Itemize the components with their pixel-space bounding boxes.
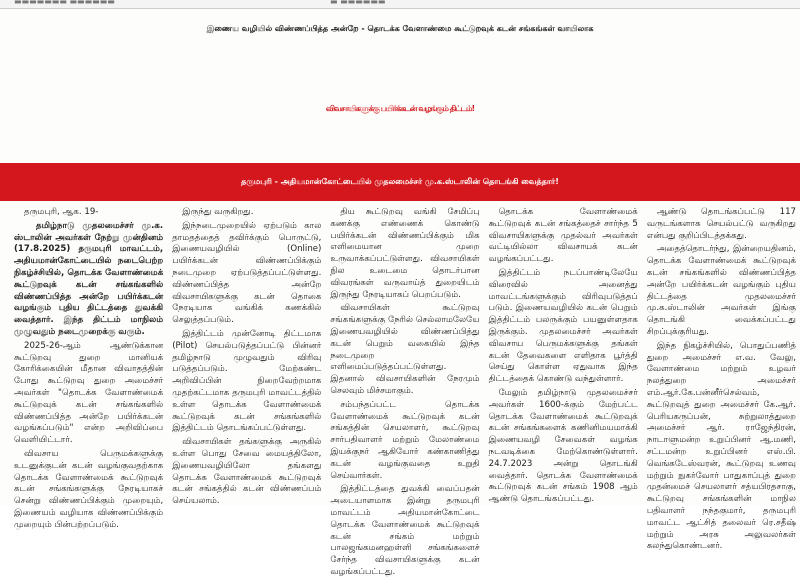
article-column-2	[172, 207, 322, 507]
article-column-5	[646, 207, 797, 552]
kicker-line: இணைய வழியில் விண்ணப்பித்த அன்றே - தொடக்க வேளாண்மை கூட்டுறவுக் கடன் சங்கங்கள் வாயிலாக	[206, 24, 594, 33]
paragraph: இந்நடைமுறையில் ஏற்படும் கால தாமதத்தைத் தவிர்க்கும் பொருட்டு, இணையவழியில் (Online) பயிர்க்கடன் விண்ணப்பிக்கும் நடைமுறை ஏற்படுத்தப்பட்டுள்ளது. விண்ணப்பித்த அன்றே விவசாயிகளுக்கு கடன் தொகை நேரடியாக வங்கிக் கணக்கில் செலுத்தப்படும்.	[172, 220, 322, 326]
paragraph: 2025-26-ஆம் ஆண்டுக்கான கூட்டுறவு துறை மானியக் கோரிக்கையின் மீதான விவாதத்தின் போது கூட்டுறவு துறை அமைச்சர் அவர்கள் "தொடக்க வேளாண்மைக் கூட்டுறவுக் கடன் சங்கங்களில் விண்ணப்பித்த அன்றே பயிர்க்கடன் வழங்கப்படும்" என்ற அறிவிப்பை வெளியிட்டார்.	[14, 340, 164, 446]
top-strip-left: ▬▬▬▬▬▬▬ ▬▬▬▬▬▬	[14, 0, 115, 6]
paragraph: விவசாயிகள் தங்களுக்கு அருகில் உள்ள பொது சேவை மையத்திலோ, இணையவழியிலோ தங்களது தொடக்க வேளாண்மைக் கூட்டுறவுக் கடன் சங்கத்தில் கடன் விண்ணப்பம் செய்யலாம்.	[172, 437, 322, 507]
article-column-3	[330, 207, 480, 577]
article-column-1	[14, 207, 164, 530]
paragraph: இத்திட்டம் நடப்பாண்டிலேயே விரைவில் அனைத்து மாவட்டங்களுக்கும் விரிவுபடுத்தப் படும். இணையவழியில் கடன் பெறும் இத்திட்டம் பலருக்கும் பயனுள்ளதாக இருக்கும். முதலமைச்சர் அவர்கள் விவசாய பெருமக்களுக்கு தங்கள் கடன் தேவைகளை எளிதாக பூர்த்தி செய்து கொள்ள ஏதுவாக இந்த திட்டத்தைக் கொண்டு வந்துள்ளார்.	[488, 267, 638, 385]
paragraph: தருமபுரி, ஆக. 19-	[24, 207, 99, 217]
paragraph: விவசாய பெருமக்களுக்கு உடனுக்குடன் கடன் வழங்குவதற்காக தொடக்க வேளாண்மைக் கூட்டுறவுக் கடன் சங்கங்களுக்கு நேரடியாகச் சென்று விண்ணப்பிக்கும் முறையும், இணையம் வழியாக விண்ணப்பிக்கும் முறையும் பின்பற்றப்படும்.	[14, 448, 164, 530]
headline: விவசாயிகளுக்கு பயிர்க்கடன் வழங்கும் திட்டம்!	[325, 104, 475, 113]
top-strip-right: ▬ ▬▬▬▬▬▬	[330, 0, 386, 6]
paragraph: சம்பந்தப்பட்ட தொடக்க வேளாண்மைக் கூட்டுறவுக் கடன் சங்கத்தின் செயலாளர், கூட்டுறவு சார்பதிவாளர் மற்றும் மேலாண்மை இயக்குநர் ஆகியோர் கண்காணித்து கடன் வழங்குவதை உறுதி செய்வார்கள்.	[330, 399, 480, 481]
paragraph: ஆண்டு தொடங்கப்பட்டு 117 வருடங்களாக செயல்பட்டு வருகிறது என்பது குறிப்பிடத்தக்கது.	[646, 207, 797, 241]
article-column-4	[489, 207, 638, 503]
top-strip	[0, 0, 800, 9]
paragraph: மேலும் தமிழ்நாடு முதலமைச்சர் அவர்கள் 1600-க்கும் மேற்பட்ட தொடக்க வேளாண்மைக் கூட்டுறவுக் கடன் சங்கங்களைக் கணினிமயமாக்கி இணையவழி சேவைகள் வழங்க நடவடிக்கை மேற்கொண்டுள்ளார். 24.7.2023 அன்று தொடங்கி வைத்தார். தொடக்க வேளாண்மைக் கூட்டுறவுக் கடன் சங்கம் 1908 ஆம் ஆண்டு தொடங்கப்பட்டது.	[488, 387, 638, 505]
paragraph: இத்திட்டத்தை துவக்கி வைப்பதன் அடையாளமாக இன்று தருமபுரி மாவட்டம் அதியமான்கோட்டை தொடக்க வேளாண்மைக் கூட்டுறவுக் கடன் சங்கம் மற்றும் பாலஜங்கமனஹள்ளி சங்கங்களைச் சேர்ந்த விவசாயிகளுக்கு கடன் வழங்கப்பட்டது.	[330, 484, 480, 577]
paragraph: தொடக்க வேளாண்மைக் கூட்டுறவுக் கடன் சங்கத்தைச் சார்ந்த 5 விவசாயிகளுக்கு முதல்வர் அவர்கள் வட்டியில்லா விவசாயக் கடன் வழங்கப்பட்டது.	[488, 207, 638, 265]
paragraph: விவசாயிகள் கூட்டுறவு சங்கங்களுக்கு நேரில் செல்லாமலேயே இணையவழியில் விண்ணப்பித்து கடன் பெறும் வகையில் இந்த நடைமுறை எளிமைப்படுத்தப்பட்டுள்ளது. இதனால் விவசாயிகளின் நேரமும் செலவும் மிச்சமாகும்.	[330, 303, 480, 396]
paragraph: இந்த நிகழ்ச்சியில், பொதுப்பணித் துறை அமைச்சர் எ.வ. வேலு, வேளாண்மை மற்றும் உழவர் நலத்துறை அமைச்சர் எம்.ஆர்.கே.பன்னீர்செல்வம், கூட்டுறவுத் துறை அமைச்சர் கே.ஆர். பெரியகருப்பன், சுற்றுலாத்துறை அமைச்சர் ஆர். ராஜேந்திரன், நாடாளுமன்ற உறுப்பினர் ஆ.மணி, சட்டமன்ற உறுப்பினர் எஸ்.பி. வெங்கடேஸ்வரன், கூட்டுறவு உணவு மற்றும் நுகர்வோர் பாதுகாப்புத் துறை முதன்மைச் செயலாளர் சத்யபிரதசாகு, கூட்டுறவு சங்கங்களின் மாநில பதிவாளர் நந்தகுமார், தருமபுரி மாவட்ட ஆட்சித் தலைவர் ரெ.சதீஷ் மற்றும் அரசு அலுவலர்கள் கலந்துகொண்டனர்.	[646, 340, 797, 552]
article-body	[14, 207, 797, 577]
subheadline-banner: தருமபுரி - அதியமான்கோட்டையில் முதலமைச்சர் மு.க.ஸ்டாலின் தொடங்கி வைத்தார்!	[0, 163, 800, 201]
lead-paragraph: தமிழ்நாடு முதலமைச்சர் மு.க. ஸ்டாலின் அவர்கள் நேற்று முன்தினம் (17.8.2025) தருமபுரி மாவட்டம், அதியமான்கோட்டையில் நடைபெற்ற நிகழ்ச்சியில், தொடக்க வேளாண்மைக் கூட்டுறவுக் கடன் சங்கங்களில் விண்ணப்பித்த அன்றே பயிர்க்கடன் வழங்கும் புதிய திட்டத்தை துவக்கி வைத்தார். இந்த திட்டம் மாநிலம் முழுவதும் நடைமுறைக்கு வரும்.	[14, 220, 164, 337]
paragraph: இத்திட்டம் முன்னோடி திட்டமாக (Pilot) செயல்படுத்தப்பட்டு பின்னர் தமிழ்நாடு முழுவதும் விரிவு படுத்தப்படும். மேற்கண்ட அறிவிப்பின் நிறைவேற்றமாக முதற்கட்டமாக தருமபுரி மாவட்டத்தில் உள்ள தொடக்க வேளாண்மைக் கூட்டுறவுக் கடன் சங்கங்களில் இத்திட்டம் தொடங்கப்பட்டுள்ளது.	[172, 328, 322, 434]
paragraph: திய கூட்டுறவு வங்கி சேமிப்பு கணக்கு எண்ணைக் கொண்டு பயிர்க்கடன் விண்ணப்பிக்கும் மிக எளிமையான முறை உருவாக்கப்பட்டுள்ளது. விவசாயிகள் நில உடைமை தொடர்பான விவரங்கள் வருவாய்த் துறையிடம் இருந்து நேரடியாகப் பெறப்படும்.	[330, 207, 480, 300]
paragraph: அதைத்தொடர்ந்து, இன்றையதினம், தொடக்க வேளாண்மைக் கூட்டுறவுக் கடன் சங்கங்களில் விண்ணப்பித்த அன்றே பயிர்க்கடன் வழங்கும் புதிய திட்டத்தை முதலமைச்சர் மு.க.ஸ்டாலின் அவர்கள் இங்கு தொடங்கி வைக்கப்பட்டது சிறப்புக்குரியது.	[646, 244, 797, 337]
paragraph: இருந்து வருகிறது.	[182, 207, 254, 217]
